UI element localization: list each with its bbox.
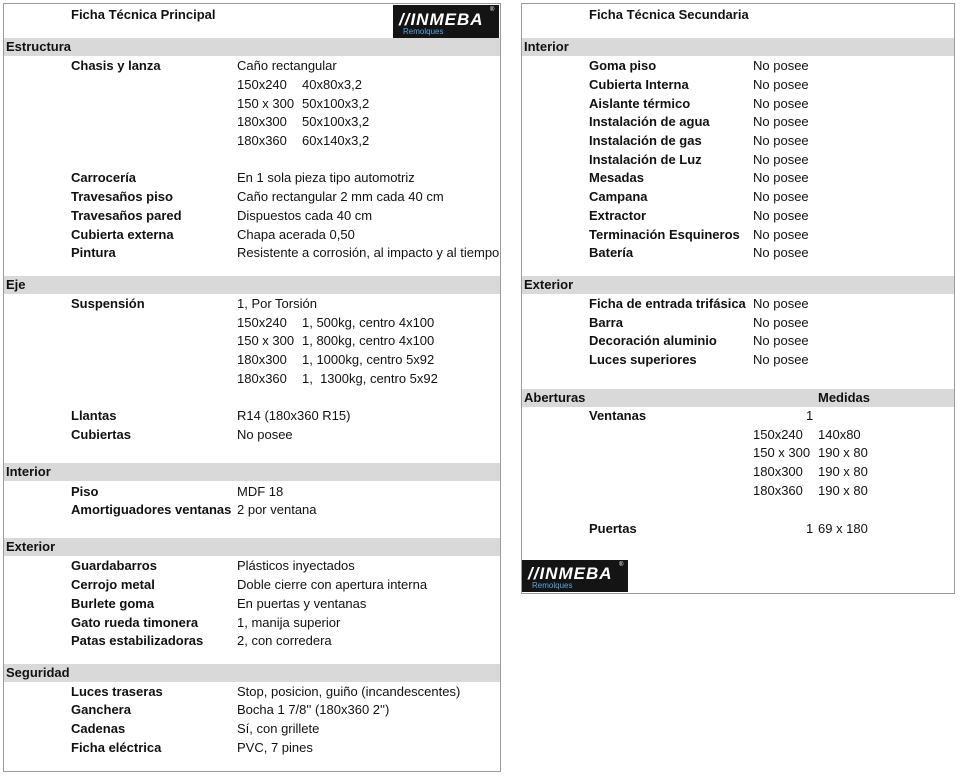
row-value: Resistente a corrosión, al impacto y al tiempo	[237, 245, 500, 260]
row-value: No posee	[753, 296, 809, 311]
row-value: En puertas y ventanas	[237, 596, 367, 611]
size-model: 150x240	[237, 315, 287, 330]
inmeba-logo	[522, 560, 628, 592]
inmeba-logo	[393, 5, 499, 38]
row-label: Ventanas	[589, 408, 647, 423]
size-spec: 60x140x3,2	[302, 133, 370, 148]
row-label: Travesaños piso	[71, 189, 173, 204]
size-measure: 190 x 80	[818, 445, 868, 460]
row-label: Travesaños pared	[71, 208, 182, 223]
row-label: Cubiertas	[71, 427, 131, 442]
row-value: No posee	[753, 133, 809, 148]
row-value: No posee	[753, 315, 809, 330]
row-value: No posee	[237, 427, 293, 442]
size-spec: 50x100x3,2	[302, 96, 370, 111]
section-header-eje: Eje	[4, 276, 500, 294]
row-label: Barra	[589, 315, 623, 330]
row-value: En 1 sola pieza tipo automotriz	[237, 170, 415, 185]
row-label: Suspensión	[71, 296, 145, 311]
logo-tagline: Remolques	[403, 27, 444, 36]
row-value: Doble cierre con apertura interna	[237, 577, 428, 592]
row-value: PVC, 7 pines	[237, 740, 313, 755]
row-value: Bocha 1 7/8'' (180x360 2'')	[237, 702, 390, 717]
row-label: Ficha de entrada trifásica	[589, 296, 746, 311]
row-value: Stop, posicion, guiño (incandescentes)	[237, 684, 461, 699]
row-value: No posee	[753, 227, 809, 242]
row-label: Patas estabilizadoras	[71, 633, 204, 648]
size-model: 180x300	[237, 114, 287, 129]
logo-registered-mark: ®	[619, 562, 624, 568]
size-spec: 50x100x3,2	[302, 114, 370, 129]
size-model: 150x240	[753, 427, 803, 442]
row-value: Chapa acerada 0,50	[237, 227, 355, 242]
row-label: Batería	[589, 245, 634, 260]
row-label: Instalación de gas	[589, 133, 702, 148]
row-label: Luces traseras	[71, 684, 163, 699]
size-spec: 1, 500kg, centro 4x100	[302, 315, 435, 330]
row-value: Caño rectangular 2 mm cada 40 cm	[237, 189, 444, 204]
row-value: MDF 18	[237, 484, 284, 499]
row-label: Cubierta externa	[71, 227, 174, 242]
row-label: Mesadas	[589, 170, 644, 185]
row-label: Piso	[71, 484, 99, 499]
row-label: Ganchera	[71, 702, 131, 717]
size-model: 150 x 300	[237, 333, 295, 348]
main-spec-sheet	[3, 3, 501, 772]
section-header-interior: Interior	[4, 463, 500, 481]
row-label: Cubierta Interna	[589, 77, 689, 92]
row-value: No posee	[753, 352, 809, 367]
size-model: 180x360	[237, 133, 287, 148]
row-value: R14 (180x360 R15)	[237, 408, 351, 423]
row-label: Ficha eléctrica	[71, 740, 162, 755]
row-label: Decoración aluminio	[589, 333, 717, 348]
row-value: No posee	[753, 333, 809, 348]
row-value: Dispuestos cada 40 cm	[237, 208, 373, 223]
row-label: Instalación de agua	[589, 114, 710, 129]
section-header-seguridad: Seguridad	[4, 664, 500, 682]
row-label: Chasis y lanza	[71, 58, 161, 73]
row-label: Carrocería	[71, 170, 137, 185]
row-label: Puertas	[589, 521, 637, 536]
row-value: No posee	[753, 96, 809, 111]
row-value: Plásticos inyectados	[237, 558, 355, 573]
size-measure: 190 x 80	[818, 483, 868, 498]
size-measure: 140x80	[818, 427, 861, 442]
size-spec: 40x80x3,2	[302, 77, 362, 92]
row-label: Terminación Esquineros	[589, 227, 740, 242]
row-value: No posee	[753, 114, 809, 129]
row-value: No posee	[753, 245, 809, 260]
row-value: Caño rectangular	[237, 58, 337, 73]
puertas-measure: 69 x 180	[818, 521, 868, 536]
row-label: Cerrojo metal	[71, 577, 155, 592]
row-label: Gato rueda timonera	[71, 615, 199, 630]
sheet-title: Ficha Técnica Principal	[71, 7, 216, 22]
size-model: 180x300	[753, 464, 803, 479]
row-label: Aislante térmico	[589, 96, 691, 111]
row-value: 2, con corredera	[237, 633, 332, 648]
sheet-title: Ficha Técnica Secundaria	[589, 7, 749, 22]
size-spec: 1, 1300kg, centro 5x92	[302, 371, 438, 386]
section-header-interior: Interior	[522, 38, 954, 56]
size-measure: 190 x 80	[818, 464, 868, 479]
section-header-aberturas: Aberturas Medidas	[522, 389, 954, 407]
size-model: 180x300	[237, 352, 287, 367]
section-header-exterior: Exterior	[4, 538, 500, 556]
logo-registered-mark: ®	[490, 7, 495, 13]
row-label: Llantas	[71, 408, 117, 423]
row-label: Amortiguadores ventanas	[71, 502, 232, 517]
size-model: 150 x 300	[237, 96, 295, 111]
row-label: Pintura	[71, 245, 116, 260]
row-value: No posee	[753, 170, 809, 185]
secondary-spec-sheet	[521, 3, 955, 594]
row-label: Instalación de Luz	[589, 152, 702, 167]
row-label: Campana	[589, 189, 648, 204]
row-value: 1, Por Torsión	[237, 296, 317, 311]
row-label: Cadenas	[71, 721, 126, 736]
row-label: Burlete goma	[71, 596, 155, 611]
puertas-quantity: 1	[806, 521, 814, 536]
row-value: No posee	[753, 152, 809, 167]
row-label: Guardabarros	[71, 558, 157, 573]
row-value: No posee	[753, 189, 809, 204]
logo-wordmark: //INMEBA	[528, 564, 613, 583]
row-value: 2 por ventana	[237, 502, 317, 517]
size-model: 150x240	[237, 77, 287, 92]
row-value: No posee	[753, 77, 809, 92]
size-model: 180x360	[753, 483, 803, 498]
row-label: Extractor	[589, 208, 647, 223]
row-label: Luces superiores	[589, 352, 697, 367]
medidas-header: Medidas	[818, 390, 871, 405]
size-model: 150 x 300	[753, 445, 811, 460]
row-value: No posee	[753, 58, 809, 73]
row-value: Sí, con grillete	[237, 721, 320, 736]
row-value: No posee	[753, 208, 809, 223]
section-header-exterior: Exterior	[522, 276, 954, 294]
logo-wordmark: //INMEBA	[399, 10, 484, 29]
ventanas-quantity: 1	[806, 408, 814, 423]
section-header-estructura: Estructura	[4, 38, 500, 56]
row-value: 1, manija superior	[237, 615, 341, 630]
logo-tagline: Remolques	[532, 581, 573, 590]
size-spec: 1, 800kg, centro 4x100	[302, 333, 435, 348]
size-model: 180x360	[237, 371, 287, 386]
row-label: Goma piso	[589, 58, 657, 73]
size-spec: 1, 1000kg, centro 5x92	[302, 352, 435, 367]
